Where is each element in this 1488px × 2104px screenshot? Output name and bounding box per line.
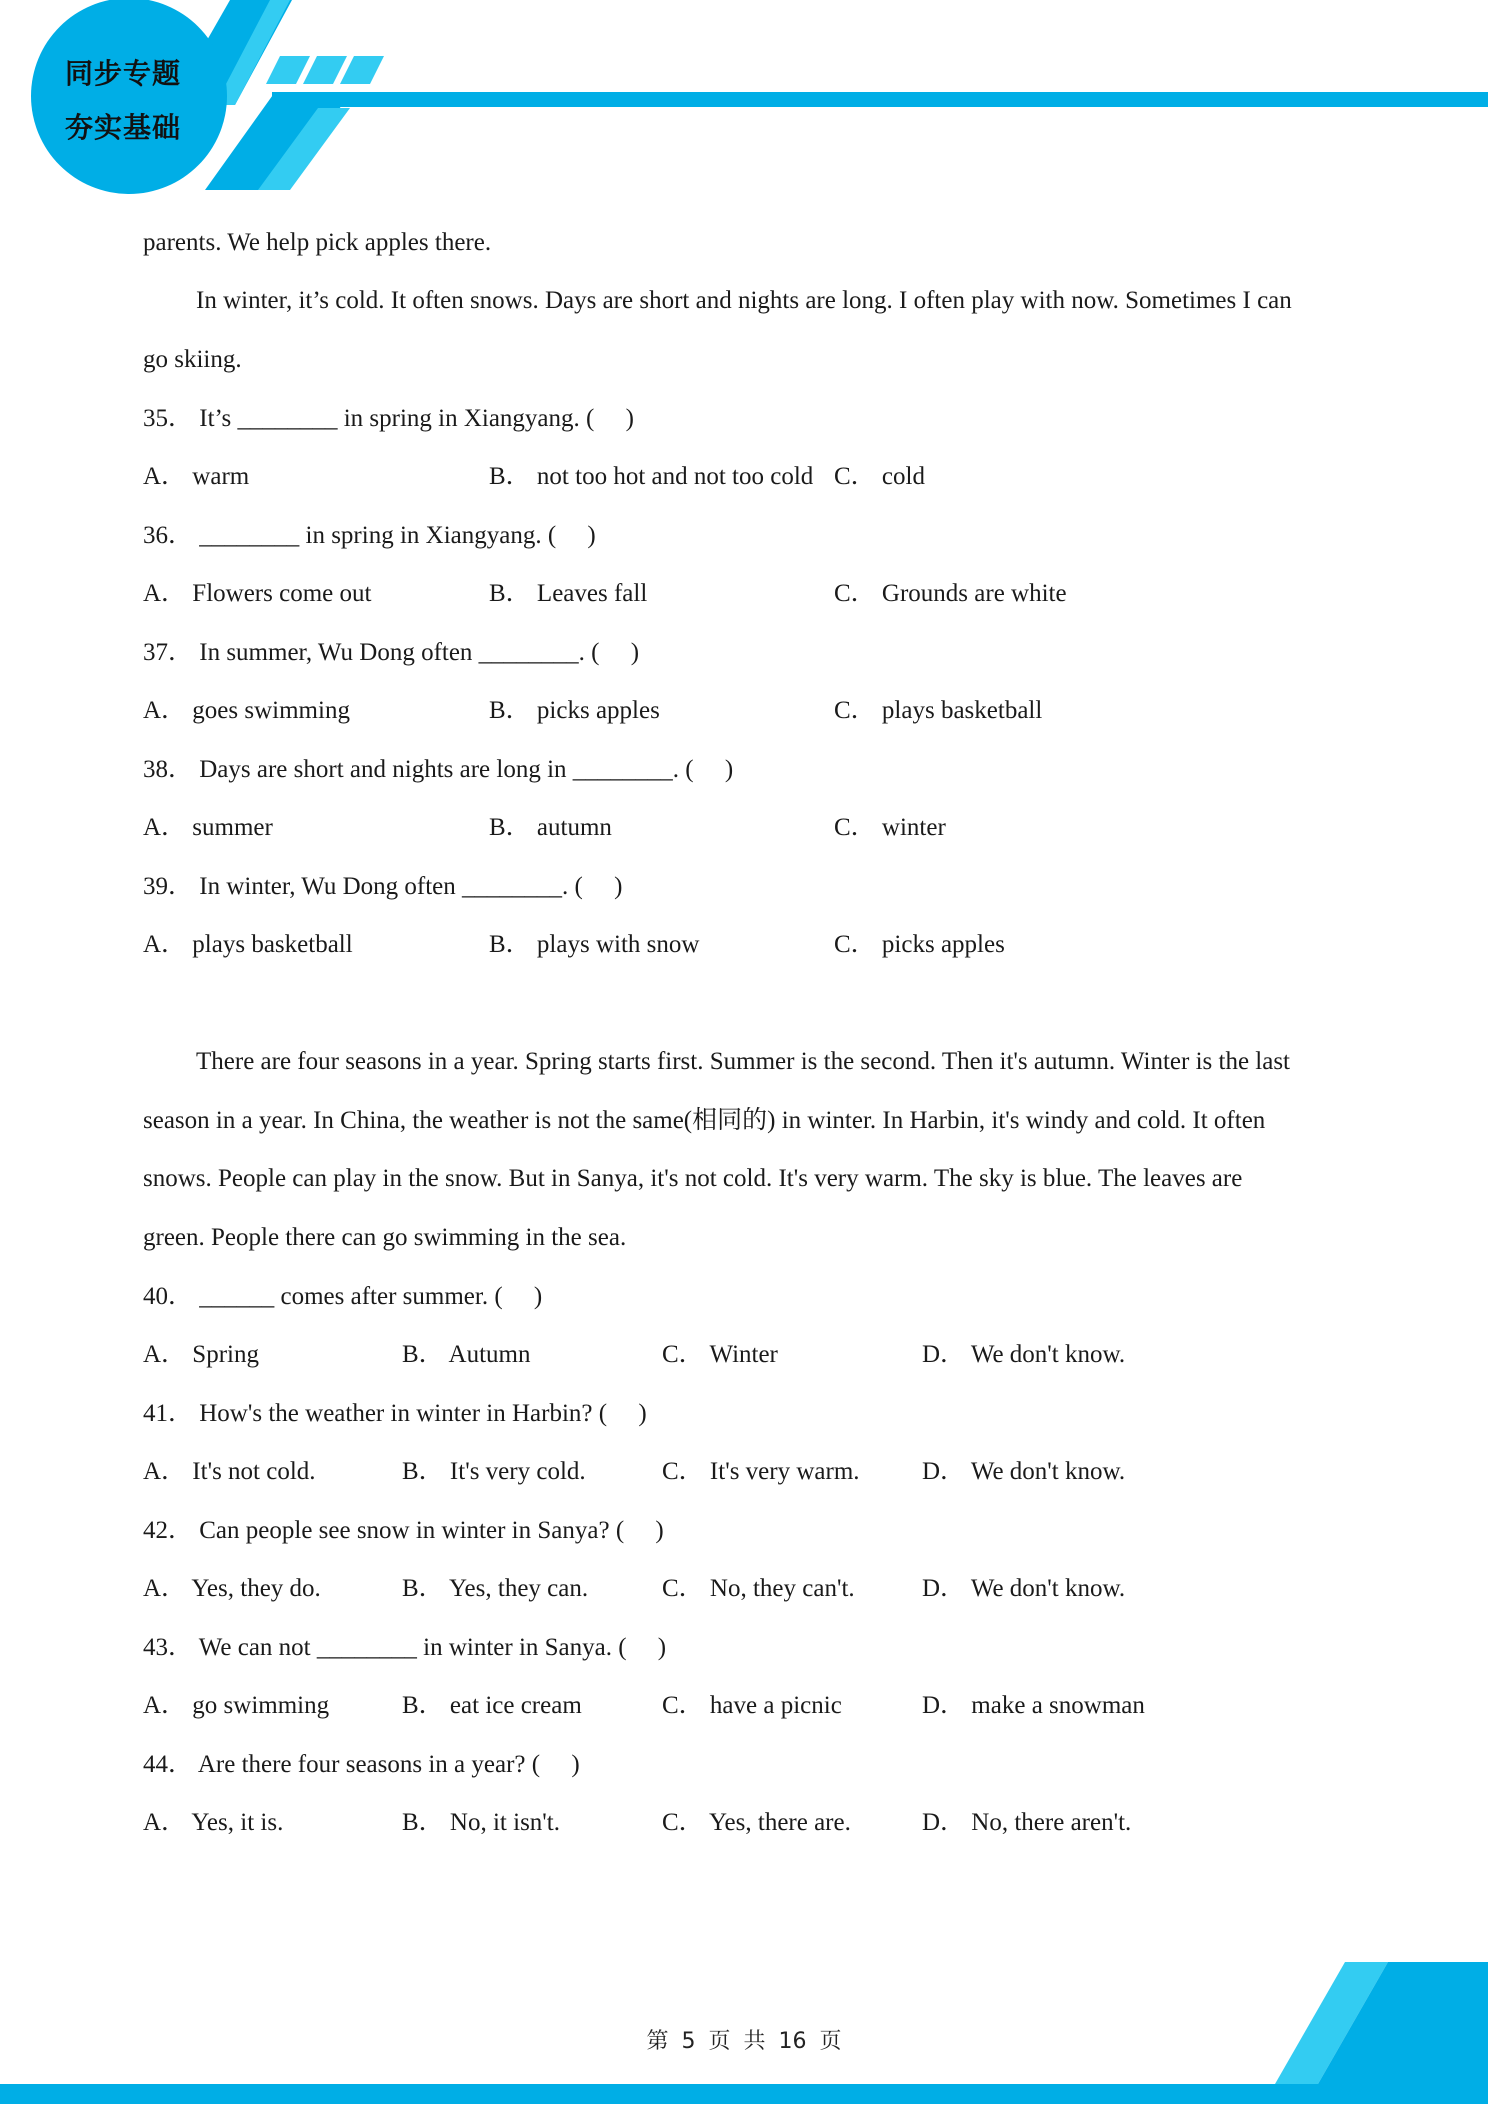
option-35-b: B． not too hot and not too cold <box>489 463 814 490</box>
option-41-c: C． It's very warm. <box>662 1458 860 1485</box>
option-41-a: A． It's not cold. <box>143 1458 316 1485</box>
option-38-a: A． summer <box>143 814 273 841</box>
header-decoration <box>0 0 1488 200</box>
passage1-line-2: In winter, it’s cold. It often snows. Days are short and nights are long. I often play with now. Sometimes I can <box>196 287 1292 314</box>
option-42-b: B． Yes, they can. <box>402 1575 589 1602</box>
stripe-3 <box>340 56 384 84</box>
badge-line-2: 夯实基础 <box>64 111 181 144</box>
stripe-2 <box>303 56 347 84</box>
option-36-a: A． Flowers come out <box>143 580 372 607</box>
question-41: 41． How's the weather in winter in Harbin? ( ) <box>143 1400 647 1427</box>
option-41-b: B． It's very cold. <box>402 1458 586 1485</box>
option-35-a: A． warm <box>143 463 250 490</box>
question-43: 43． We can not ________ in winter in Sanya. ( ) <box>143 1634 667 1661</box>
option-44-b: B． No, it isn't. <box>402 1809 560 1836</box>
question-38: 38． Days are short and nights are long in ________. ( ) <box>143 756 734 783</box>
question-39: 39． In winter, Wu Dong often ________. ( ) <box>143 873 623 900</box>
option-42-a: A． Yes, they do. <box>143 1575 321 1602</box>
badge-circle <box>31 0 227 194</box>
question-42: 42． Can people see snow in winter in Sanya? ( ) <box>143 1517 664 1544</box>
option-36-c: C． Grounds are white <box>834 580 1067 607</box>
option-37-c: C． plays basketball <box>834 697 1043 724</box>
option-41-d: D． We don't know. <box>922 1458 1126 1485</box>
option-40-b: B． Autumn <box>402 1341 531 1368</box>
option-42-c: C． No, they can't. <box>662 1575 855 1602</box>
option-40-d: D． We don't know. <box>922 1341 1126 1368</box>
option-44-a: A． Yes, it is. <box>143 1809 284 1836</box>
option-43-b: B． eat ice cream <box>402 1692 582 1719</box>
passage2-line-1: There are four seasons in a year. Spring starts first. Summer is the second. Then it's autumn. Winter is the last <box>196 1048 1291 1075</box>
option-42-d: D． We don't know. <box>922 1575 1126 1602</box>
option-37-b: B． picks apples <box>489 697 660 724</box>
passage2-line-3: snows. People can play in the snow. But in Sanya, it's not cold. It's very warm. The sky is blue. The leaves are <box>143 1165 1243 1192</box>
page-number: 第 5 页 共 16 页 <box>646 2029 842 2054</box>
stripe-1 <box>266 56 310 84</box>
question-37: 37． In summer, Wu Dong often ________. ( ) <box>143 639 640 666</box>
option-36-b: B． Leaves fall <box>489 580 648 607</box>
question-44: 44． Are there four seasons in a year? ( ) <box>143 1751 580 1778</box>
footer-rule <box>0 2084 1488 2104</box>
badge-line-1: 同步专题 <box>64 57 181 90</box>
option-38-c: C． winter <box>834 814 946 841</box>
option-39-c: C． picks apples <box>834 931 1005 958</box>
option-38-b: B． autumn <box>489 814 612 841</box>
option-40-c: C． Winter <box>662 1341 778 1368</box>
option-44-d: D． No, there aren't. <box>922 1809 1132 1836</box>
passage1-line-3: go skiing. <box>143 346 242 373</box>
passage1-line-1: parents. We help pick apples there. <box>143 229 492 256</box>
passage2-line-2: season in a year. In China, the weather is not the same(相同的) in winter. In Harbin, it's windy and cold. It often <box>143 1107 1266 1134</box>
option-44-c: C． Yes, there are. <box>662 1809 851 1836</box>
option-39-b: B． plays with snow <box>489 931 700 958</box>
header-rule <box>272 92 1488 107</box>
option-39-a: A． plays basketball <box>143 931 353 958</box>
option-37-a: A． goes swimming <box>143 697 350 724</box>
question-40: 40． ______ comes after summer. ( ) <box>143 1283 543 1310</box>
option-40-a: A． Spring <box>143 1341 259 1368</box>
passage2-line-4: green. People there can go swimming in the sea. <box>143 1224 627 1251</box>
option-43-d: D． make a snowman <box>922 1692 1145 1719</box>
question-36: 36． ________ in spring in Xiangyang. ( ) <box>143 522 596 549</box>
option-35-c: C． cold <box>834 463 925 490</box>
option-43-a: A． go swimming <box>143 1692 330 1719</box>
question-35: 35． It’s ________ in spring in Xiangyang. ( ) <box>143 405 634 432</box>
option-43-c: C． have a picnic <box>662 1692 842 1719</box>
